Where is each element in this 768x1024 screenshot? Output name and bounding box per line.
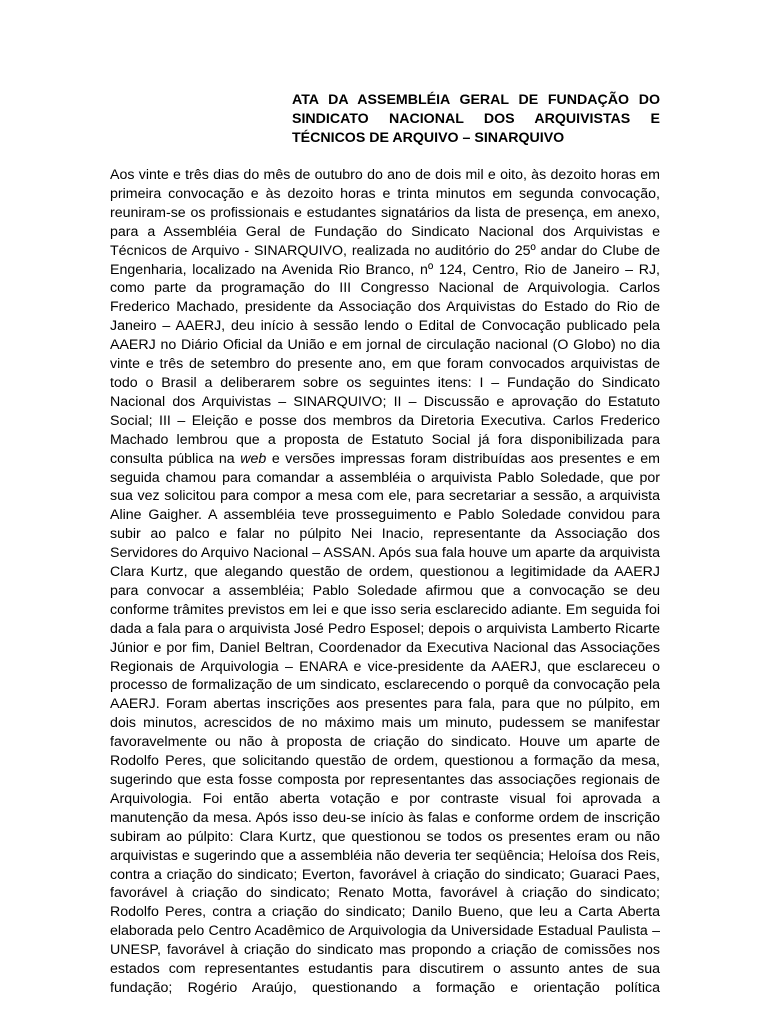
body-text-part-2: e versões impressas foram distribuídas aos presentes e em seguida chamou para comandar a assembléia o arquivista Pablo Soledade, que por sua vez solicitou para compor a mesa com ele, para secretariar a sessão, a arquivista Aline Gaigher. A assembléia teve prosseguimento e Pablo Soledade convidou para subir ao palco e falar no púlpito Nei Inacio, representante da Associação dos Servidores do Arquivo Nacional – ASSAN. Após sua fala houve um aparte da arquivista Clara Kurtz, que alegando questão de ordem, questionou a legitimidade da AAERJ para convocar a assembléia; Pablo Soledade afirmou que a convocação se deu conforme trâmites previstos em lei e que isso seria esclarecido adiante. Em seguida foi dada a fala para o arquivista José Pedro Esposel; depois o arquivista Lamberto Ricarte Júnior e por fim, Daniel Beltran, Coordenador da Executiva Nacional das Associações Regionais de Arquivologia – ENARA e vice-presidente da AAERJ, que esclareceu o processo de formalização de um sindicato, esclarecendo o porquê da convocação pela AAERJ. Foram abertas inscrições aos presentes para fala, para que no púlpito, em dois minutos, acrescidos de no máximo mais um minuto, pudessem se manifestar favoravelmente ou não à proposta de criação do sindicato. Houve um aparte de Rodolfo Peres, que solicitando questão de ordem, questionou a formação da mesa, sugerindo que esta fosse composta por representantes das associações regionais de Arquivologia. Foi então aberta votação e por contraste visual foi aprovada a manutenção da mesa. Após isso deu-se início às falas e conforme ordem de inscrição subiram ao púlpito: Clara Kurtz, que questionou se todos os presentes eram ou não arquivistas e sugerindo que a assembléia não deveria ter seqüência; Heloísa dos Reis, contra a criação do sindicato; Everton, favorável à criação do sindicato; Guaraci Paes, favorável à criação do sindicato; Renato Motta, favorável à criação do sindicato; Rodolfo Peres, contra a criação do sindicato; Danilo Bueno, que leu a Carta Aberta elaborada pelo Centro Acadêmico de Arquivologia da Universidade Estadual Paulista – UNESP, favorável à criação do sindicato mas propondo a criação de comissões nos estados com representantes estudantis para discutirem o assunto antes de sua fundação; Rogério Araújo, questionando a formação e orientação política xyxy=(110,450,660,996)
body-text-part-1: Aos vinte e três dias do mês de outubro do ano de dois mil e oito, às dezoito horas em primeira convocação e às dezoito horas e trinta minutos em segunda convocação, reuniram-se os profissionais e estudantes signatários da lista de presença, em anexo, para a Assembléia Geral de Fundação do Sindicato Nacional dos Arquivistas e Técnicos de Arquivo - SINARQUIVO, realizada no auditório do 25º andar do Clube de Engenharia, localizado na Avenida Rio Branco, nº 124, Centro, Rio de Janeiro – RJ, como parte da programação do III Congresso Nacional de Arquivologia. Carlos Frederico Machado, presidente da Associação dos Arquivistas do Estado do Rio de Janeiro – AAERJ, deu início à sessão lendo o Edital de Convocação publicado pela AAERJ no Diário Oficial da União e em jornal de circulação nacional (O Globo) no dia vinte e três de setembro do presente ano, em que foram convocados arquivistas de todo o Brasil a deliberarem sobre os seguintes itens: I – Fundação do Sindicato Nacional dos Arquivistas – SINARQUIVO; II – Discussão e aprovação do Estatuto Social; III – Eleição e posse dos membros da Diretoria Executiva. Carlos Frederico Machado lembrou que a proposta de Estatuto Social já fora disponibilizada para consulta pública na xyxy=(110,167,660,467)
body-text-emphasis-web: web xyxy=(240,450,267,467)
document-body xyxy=(110,166,660,998)
document-title: ATA DA ASSEMBLÉIA GERAL DE FUNDAÇÃO DO SINDICATO NACIONAL DOS ARQUIVISTAS E TÉCNICOS DE ARQUIVO – SINARQUIVO xyxy=(292,92,660,146)
